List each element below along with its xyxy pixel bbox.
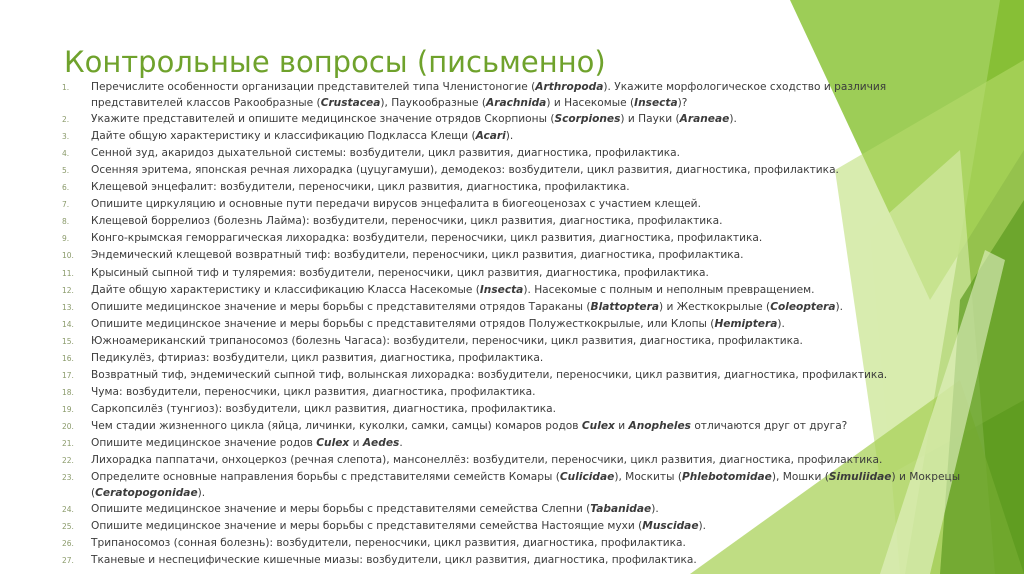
- question-item: [62, 435, 962, 452]
- question-item: [62, 316, 962, 333]
- latin-taxon-name: Insecta: [479, 283, 524, 296]
- question-number: 19.: [62, 404, 74, 414]
- question-text-segment: Укажите представителей и опишите медицинское значение отрядов Скорпионы (: [91, 113, 555, 126]
- question-text-segment: Опишите медицинское значение и меры борьбы с представителями отрядов Тараканы (: [91, 300, 591, 313]
- question-text-segment: Саркопсилёз (тунгиоз): возбудители, цикл развития, диагностика, профилактика.: [91, 402, 557, 415]
- question-number: 23.: [62, 473, 74, 483]
- question-text-segment: и: [614, 419, 629, 432]
- question-number: 24.: [62, 505, 74, 515]
- question-item: [62, 535, 962, 552]
- latin-taxon-name: Arthropoda: [535, 81, 604, 93]
- latin-taxon-name: Simuliidae: [828, 471, 892, 484]
- question-text-segment: отличаются друг от друга?: [690, 419, 848, 432]
- question-number: 18.: [62, 387, 74, 397]
- question-item: [62, 128, 962, 145]
- question-text: [91, 435, 962, 451]
- question-number: 15.: [62, 336, 74, 346]
- question-text: [91, 196, 962, 212]
- question-text: [91, 501, 962, 517]
- question-number: 26.: [62, 539, 74, 549]
- latin-taxon-name: Arachnida: [486, 97, 547, 110]
- question-text-segment: ) и Мокрецы (: [91, 471, 961, 500]
- latin-taxon-name: Coleoptera: [770, 300, 836, 313]
- question-text-segment: ), Паукообразные (: [380, 97, 487, 110]
- question-number: 25.: [62, 522, 74, 532]
- question-text: [91, 299, 962, 315]
- question-text: [91, 401, 962, 417]
- question-item: [62, 282, 962, 299]
- question-number: 22.: [62, 456, 74, 466]
- question-text: [91, 162, 962, 178]
- question-text: [91, 333, 962, 349]
- question-text-segment: Опишите медицинское значение родов: [91, 436, 317, 449]
- question-text: [91, 128, 962, 144]
- question-text-segment: Конго-крымская геморрагическая лихорадка: возбудители, переносчики, цикл развития, диагностика, профилактика.: [91, 232, 763, 245]
- question-item: [62, 501, 962, 518]
- question-item: [62, 299, 962, 316]
- question-text: [91, 535, 962, 551]
- question-text-segment: Педикулёз, фтириаз: возбудители, цикл развития, диагностика, профилактика.: [91, 351, 544, 364]
- latin-taxon-name: Culex: [316, 436, 350, 449]
- question-item: [62, 333, 962, 350]
- question-item: [62, 111, 962, 128]
- question-text-segment: ), Мошки (: [771, 471, 829, 484]
- question-text-segment: )?: [677, 97, 688, 110]
- question-text-segment: Дайте общую характеристику и классификацию Подкласса Клещи (: [91, 130, 476, 143]
- question-text-segment: ). Укажите морфологическое сходство и различия представителей классов Ракообразные (: [91, 81, 887, 110]
- question-text-segment: Эндемический клещевой возвратный тиф: возбудители, переносчики, цикл развития, диагностика, профилактика.: [91, 249, 744, 262]
- latin-taxon-name: Araneae: [679, 113, 730, 126]
- question-text-segment: Сенной зуд, акаридоз дыхательной системы: возбудители, цикл развития, диагностика, профилактика.: [91, 147, 681, 160]
- question-text-segment: Опишите медицинское значение и меры борьбы с представителями семейства Слепни (: [91, 503, 591, 516]
- question-item: [62, 418, 962, 435]
- latin-taxon-name: Phlebotomidae: [681, 471, 772, 484]
- question-text-segment: Чем стадии жизненного цикла (яйца, личинки, куколки, самки, самцы) комаров родов: [91, 419, 582, 432]
- question-text-segment: Опишите медицинское значение и меры борьбы с представителями отрядов Полужесткокрылые, или Клопы (: [91, 317, 715, 330]
- question-item: [62, 452, 962, 469]
- question-text: [91, 316, 962, 332]
- question-number: 1.: [62, 83, 70, 92]
- question-text-segment: Определите основные направления борьбы с представителями семейств Комары (: [91, 471, 560, 484]
- question-text: [91, 518, 962, 534]
- question-text: [91, 179, 962, 195]
- question-number: 14.: [62, 319, 74, 329]
- question-text: [91, 247, 962, 263]
- latin-taxon-name: Blattoptera: [590, 300, 659, 313]
- latin-taxon-name: Hemiptera: [714, 317, 778, 330]
- latin-taxon-name: Insecta: [634, 97, 678, 110]
- question-number: 7.: [62, 200, 70, 210]
- question-text-segment: Клещевой энцефалит: возбудители, переносчики, цикл развития, диагностика, профилактика.: [91, 181, 630, 194]
- question-item: [62, 162, 962, 179]
- question-text: [91, 552, 962, 568]
- question-number: 12.: [62, 285, 74, 295]
- question-number: 4.: [62, 149, 70, 159]
- question-text-segment: Осенняя эритема, японская речная лихорадка (цуцугамуши), демодекоз: возбудители, цикл развития, диагностика, профилактика.: [91, 164, 839, 177]
- question-text: [91, 79, 962, 111]
- latin-taxon-name: Ceratopogonidae: [95, 487, 198, 500]
- question-text-segment: ) и Насекомые (: [546, 97, 635, 110]
- question-number: 10.: [62, 251, 74, 261]
- question-item: [62, 265, 962, 282]
- question-text-segment: Опишите циркуляцию и основные пути передачи вирусов энцефалита в биогеоценозах с участием клещей.: [91, 198, 701, 211]
- question-text-segment: ).: [777, 317, 785, 330]
- slide-title: Контрольные вопросы (письменно): [64, 45, 606, 80]
- question-text-segment: ).: [651, 503, 659, 516]
- question-text: [91, 469, 962, 501]
- question-text: [91, 452, 962, 468]
- latin-taxon-name: Aedes: [362, 436, 400, 449]
- latin-taxon-name: Scorpiones: [554, 113, 621, 126]
- question-number: 16.: [62, 353, 74, 363]
- question-text-segment: и: [349, 436, 363, 449]
- question-item: [62, 367, 962, 384]
- question-text: [91, 265, 962, 281]
- question-text-segment: Южноамериканский трипаносомоз (болезнь Чагаса): возбудители, переносчики, цикл развития, диагностика, профилактика.: [91, 334, 803, 347]
- question-item: [62, 196, 962, 213]
- question-text: [91, 111, 962, 127]
- latin-taxon-name: Crustacea: [320, 97, 381, 110]
- question-number: 6.: [62, 183, 70, 193]
- latin-taxon-name: Culex: [581, 419, 615, 432]
- question-item: [62, 145, 962, 162]
- question-item: [62, 384, 962, 401]
- latin-taxon-name: Culicidae: [559, 471, 615, 484]
- question-text: [91, 350, 962, 366]
- question-number: 20.: [62, 421, 74, 431]
- question-text-segment: ).: [835, 300, 844, 313]
- question-text-segment: Возвратный тиф, эндемический сыпной тиф, волынская лихорадка: возбудители, переносчики, цикл развития, диагностика, профилактика.: [91, 368, 888, 381]
- question-text-segment: ). Насекомые с полным и неполным превращением.: [523, 283, 815, 296]
- question-text-segment: Чума: возбудители, переносчики, цикл развития, диагностика, профилактика.: [91, 385, 536, 398]
- question-number: 11.: [62, 268, 74, 278]
- question-text: [91, 418, 962, 434]
- question-text-segment: ).: [505, 130, 514, 143]
- question-text: [91, 282, 962, 298]
- question-text: [91, 145, 962, 161]
- question-text-segment: Дайте общую характеристику и классификацию Класса Насекомые (: [91, 283, 480, 296]
- question-number: 21.: [62, 438, 74, 448]
- question-number: 13.: [62, 302, 74, 312]
- question-number: 3.: [62, 132, 70, 142]
- question-text-segment: ) и Жесткокрылые (: [658, 300, 771, 313]
- question-number: 27.: [62, 556, 74, 566]
- question-number: 17.: [62, 370, 74, 380]
- question-text: [91, 230, 962, 246]
- question-number: 2.: [62, 115, 70, 125]
- latin-taxon-name: Tabanidae: [590, 503, 652, 516]
- question-item: [62, 213, 962, 230]
- question-text-segment: Крысиный сыпной тиф и туляремия: возбудители, переносчики, цикл развития, диагностика, профилактика.: [91, 266, 709, 279]
- question-text-segment: ).: [197, 487, 206, 500]
- question-item: [62, 401, 962, 418]
- question-item: [62, 518, 962, 535]
- question-item: [62, 79, 962, 111]
- latin-taxon-name: Acari: [475, 130, 506, 143]
- question-list: [62, 79, 962, 569]
- question-text-segment: ) и Пауки (: [620, 113, 680, 126]
- question-text: [91, 367, 962, 383]
- latin-taxon-name: Muscidae: [642, 520, 699, 533]
- question-text: [91, 213, 962, 229]
- question-number: 8.: [62, 217, 70, 227]
- question-number: 5.: [62, 166, 70, 176]
- question-text-segment: Опишите медицинское значение и меры борьбы с представителями семейства Настоящие мухи (: [91, 520, 643, 533]
- question-item: [62, 179, 962, 196]
- question-text-segment: .: [399, 436, 403, 449]
- question-item: [62, 230, 962, 247]
- question-text: [91, 384, 962, 400]
- question-text-segment: Тканевые и неспецифические кишечные миазы: возбудители, цикл развития, диагностика, профилактика.: [91, 554, 697, 567]
- question-text-segment: ), Москиты (: [614, 471, 682, 484]
- question-text-segment: Трипаносомоз (сонная болезнь): возбудители, переносчики, цикл развития, диагностика, профилактика.: [91, 537, 686, 550]
- question-text-segment: Клещевой боррелиоз (болезнь Лайма): возбудители, переносчики, цикл развития, диагностика, профилактика.: [91, 215, 723, 228]
- question-text-segment: Перечислите особенности организации представителей типа Членистоногие (: [91, 81, 536, 93]
- question-item: [62, 350, 962, 367]
- question-text-segment: Лихорадка паппатачи, онхоцеркоз (речная слепота), мансонеллёз: возбудители, переносчики, цикл развития, диагностика, профилактика.: [91, 454, 883, 467]
- question-text-segment: ).: [698, 520, 707, 533]
- latin-taxon-name: Anopheles: [628, 419, 691, 432]
- question-item: [62, 247, 962, 264]
- question-item: [62, 469, 962, 501]
- question-item: [62, 552, 962, 569]
- question-text-segment: ).: [729, 113, 737, 126]
- question-number: 9.: [62, 234, 70, 244]
